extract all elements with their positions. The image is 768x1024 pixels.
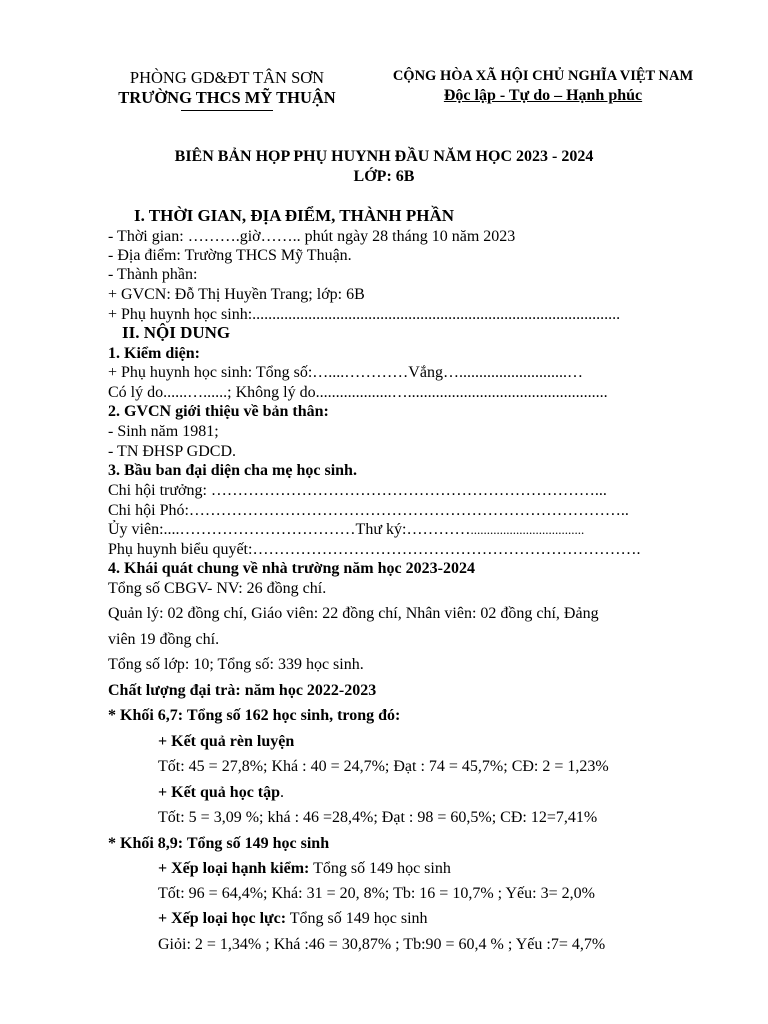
committee-member-secretary xyxy=(108,520,584,539)
parents-line: + Phụ huynh học sinh:............................................................................................ xyxy=(108,306,621,323)
attendance-heading: 1. Kiểm diện: xyxy=(108,345,200,362)
committee-vice-chair: Chi hội Phó:……………………………………………………………………….. xyxy=(108,502,629,519)
grade-8-9-study-label: + Xếp loại học lực: xyxy=(158,910,287,927)
meeting-place: - Địa điểm: Trường THCS Mỹ Thuận. xyxy=(108,247,352,264)
school-name-underline xyxy=(181,110,273,111)
class-total: Tổng số lớp: 10; Tổng số: 339 học sinh. xyxy=(108,656,364,673)
grade-6-7-heading: * Khối 6,7: Tổng số 162 học sinh, trong đó: xyxy=(108,707,401,724)
grade-8-9-conduct-heading xyxy=(158,859,451,878)
school-name: TRƯỜNG THCS MỸ THUẬN xyxy=(118,88,336,107)
class-title: LỚP: 6B xyxy=(353,168,415,185)
grade-8-9-study-heading xyxy=(158,909,428,928)
grade-8-9-conduct-results: Tốt: 96 = 64,4%; Khá: 31 = 20, 8%; Tb: 16 = 10,7% ; Yếu: 3= 2,0% xyxy=(158,885,595,902)
participants-label: - Thành phần: xyxy=(108,266,198,283)
grade-8-9-study-results: Giỏi: 2 = 1,34% ; Khá :46 = 30,87% ; Tb:90 = 60,4 % ; Yếu :7= 4,7% xyxy=(158,936,606,953)
committee-heading: 3. Bầu ban đại diện cha mẹ học sinh. xyxy=(108,462,357,479)
quality-heading-year: : năm học 2022-2023 xyxy=(235,682,377,699)
grade-8-9-heading: * Khối 8,9: Tổng số 149 học sinh xyxy=(108,835,330,852)
committee-member-dots: ................................... xyxy=(470,522,585,537)
staff-detail-line-2: viên 19 đồng chí. xyxy=(108,631,220,648)
grade-6-7-study-results: Tốt: 5 = 3,09 %; khá : 46 =28,4%; Đạt : 98 = 60,5%; CĐ: 12=7,41% xyxy=(158,809,598,826)
section-2-heading: II. NỘI DUNG xyxy=(122,323,231,342)
staff-total: Tổng số CBGV- NV: 26 đồng chí. xyxy=(108,580,327,597)
section-1-heading: I. THỜI GIAN, ĐỊA ĐIỂM, THÀNH PHẦN xyxy=(134,206,455,225)
committee-chair: Chi hội trưởng: ………………………………………………………………... xyxy=(108,482,607,499)
quality-heading-label: Chất lượng đại trà xyxy=(108,682,236,699)
grade-8-9-conduct-label: + Xếp loại hạnh kiểm: xyxy=(158,860,310,877)
national-motto: Độc lập - Tự do – Hạnh phúc xyxy=(443,87,643,104)
homeroom-teacher: + GVCN: Đỗ Thị Huyền Trang; lớp: 6B xyxy=(108,286,365,303)
attendance-line-2: Có lý do......…......; Không lý do...................….................................................. xyxy=(108,384,608,401)
meeting-time: - Thời gian: ……….giờ…….. phút ngày 28 tháng 10 năm 2023 xyxy=(108,228,516,245)
overview-heading: 4. Khái quát chung về nhà trường năm học 2023-2024 xyxy=(108,560,475,577)
grade-6-7-study-heading xyxy=(158,783,284,802)
document-title: BIÊN BẢN HỌP PHỤ HUYNH ĐẦU NĂM HỌC 2023 - 2024 xyxy=(174,148,594,165)
grade-6-7-conduct-heading: + Kết quả rèn luyện xyxy=(158,733,295,750)
teacher-birth-year: - Sinh năm 1981; xyxy=(108,423,219,440)
department-header xyxy=(92,68,362,111)
grade-8-9-study-total: Tổng số 149 học sinh xyxy=(286,910,428,927)
grade-6-7-conduct-results: Tốt: 45 = 27,8%; Khá : 40 = 24,7%; Đạt : 74 = 45,7%; CĐ: 2 = 1,23% xyxy=(158,758,609,775)
committee-member-label: Ủy viên:....……………………………Thư ký:………… xyxy=(108,521,471,538)
grade-8-9-conduct-total: Tổng số 149 học sinh xyxy=(309,860,451,877)
national-header xyxy=(372,66,714,106)
national-title: CỘNG HÒA XÃ HỘI CHỦ NGHĨA VIỆT NAM xyxy=(392,68,694,84)
parents-vote: Phụ huynh biểu quyết:………………………………………………………………. xyxy=(108,541,641,558)
department-name: PHÒNG GD&ĐT TÂN SƠN xyxy=(129,68,325,87)
teacher-degree: - TN ĐHSP GDCD. xyxy=(108,443,237,460)
attendance-line-1: + Phụ huynh học sinh: Tổng số:…....…………Vắng…...........................… xyxy=(108,364,583,381)
staff-detail-line-1: Quản lý: 02 đồng chí, Giáo viên: 22 đồng chí, Nhân viên: 02 đồng chí, Đảng xyxy=(108,605,599,622)
teacher-intro-heading: 2. GVCN giới thiệu về bản thân: xyxy=(108,403,329,420)
quality-heading xyxy=(108,681,376,700)
grade-6-7-study-label: + Kết quả học tập xyxy=(158,784,281,801)
grade-6-7-study-period: . xyxy=(280,784,285,801)
